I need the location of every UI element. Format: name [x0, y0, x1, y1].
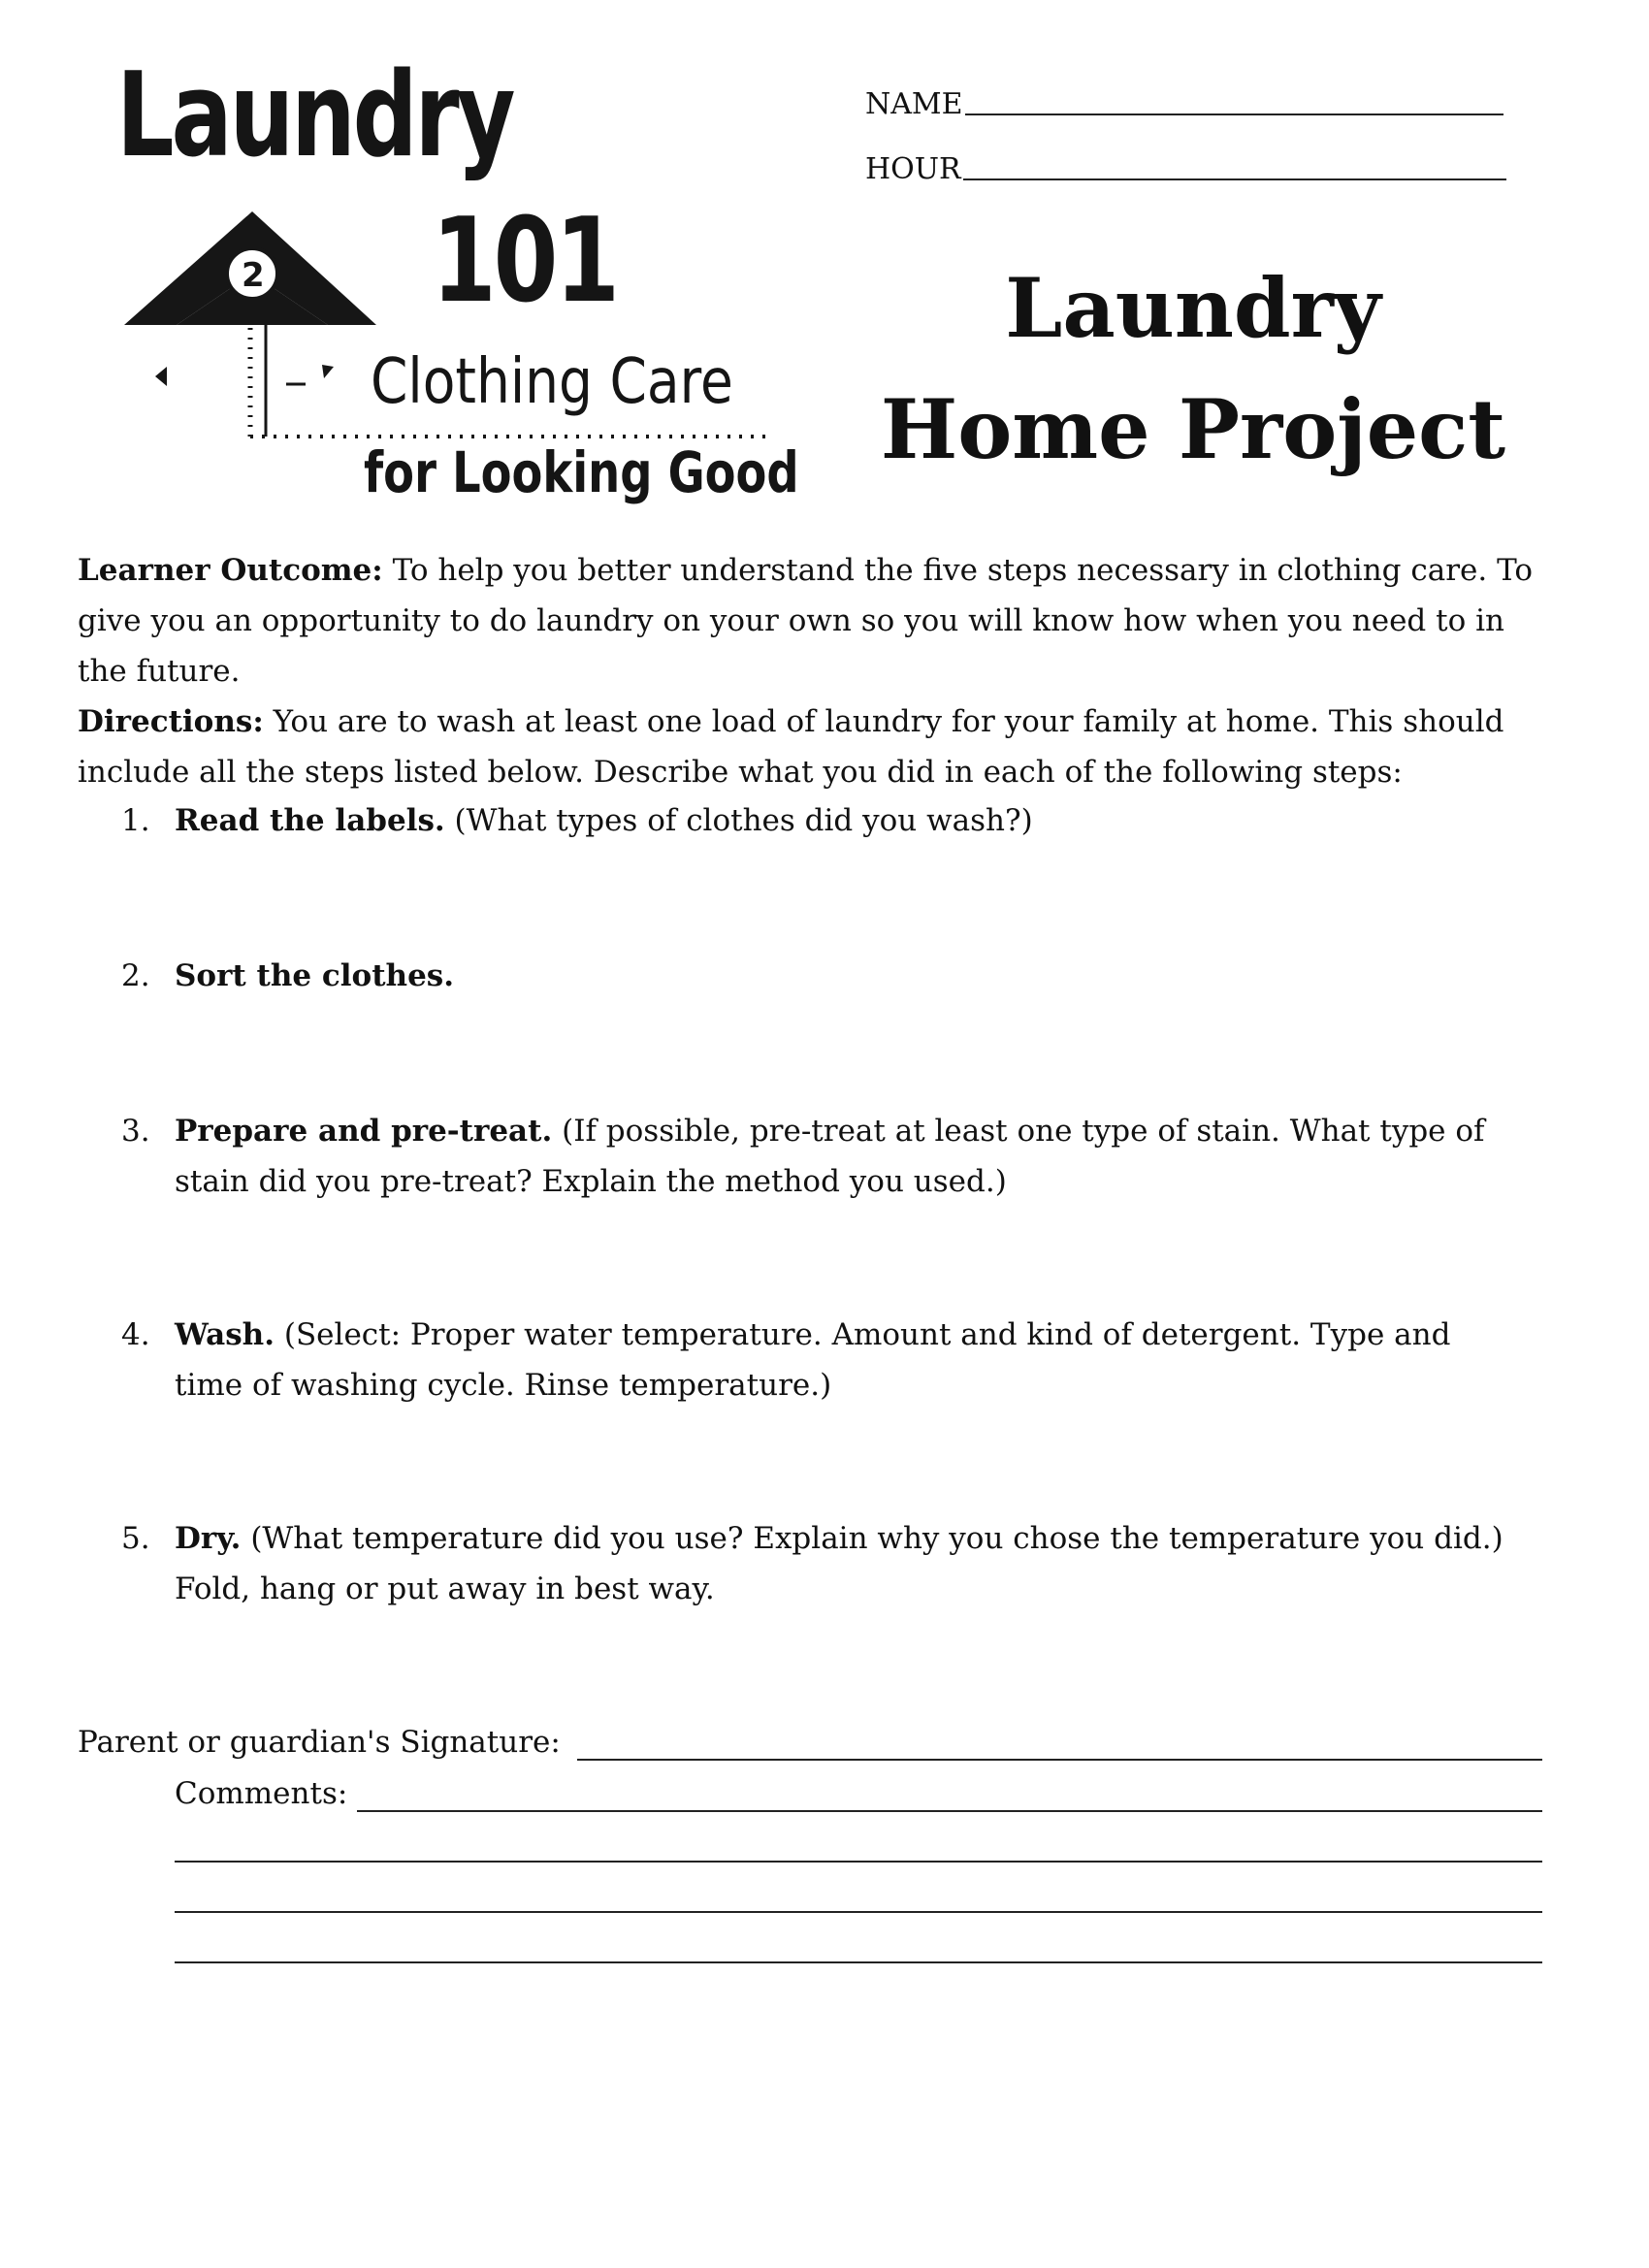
learner-outcome	[78, 545, 1552, 697]
comments-line-1[interactable]	[357, 1810, 1542, 1812]
comments-line-3[interactable]	[175, 1911, 1542, 1913]
step-number: 3.	[121, 1114, 150, 1149]
directions-label: Directions:	[78, 704, 264, 739]
name-field[interactable]	[865, 87, 1504, 121]
step-heading: Wash.	[175, 1317, 275, 1352]
learner-outcome-text: To help you better understand the five steps necessary in clothing care. To give you an opportunity to do laundry on your own so you will know how when you need to in the future.	[78, 553, 1534, 689]
step-number: 2.	[121, 958, 150, 993]
step-heading: Prepare and pre-treat.	[175, 1114, 553, 1149]
step-number: 5.	[121, 1521, 150, 1556]
svg-text:2: 2	[242, 256, 265, 295]
hour-label: HOUR	[865, 152, 961, 186]
page-title-line-1: Laundry	[1005, 260, 1381, 356]
step-text: (What types of clothes did you wash?)	[444, 803, 1033, 838]
step-text: (Select: Proper water temperature. Amount and kind of detergent. Type and time of washing cycle. Rinse temperature.)	[175, 1317, 1451, 1403]
instructions	[78, 545, 1552, 797]
directions-text: You are to wash at least one load of laundry for your family at home. This should include all the steps listed below. Describe what you did in each of the following steps:	[78, 704, 1504, 790]
comments-label: Comments:	[175, 1776, 348, 1811]
comments-line-2[interactable]	[175, 1861, 1542, 1863]
signature-label: Parent or guardian's Signature:	[78, 1725, 561, 1760]
step-heading: Read the labels.	[175, 803, 445, 838]
logo-title: Laundry	[116, 49, 513, 183]
page-title-line-2: Home Project	[880, 381, 1506, 477]
logo-tagline: for Looking Good	[364, 439, 799, 505]
step-number: 1.	[121, 803, 150, 838]
step-heading: Sort the clothes.	[175, 958, 455, 993]
name-label: NAME	[865, 87, 963, 121]
learner-outcome-label: Learner Outcome:	[78, 553, 383, 588]
logo-subtitle: Clothing Care	[371, 346, 733, 418]
hour-field[interactable]	[865, 152, 1506, 186]
step-text: (What temperature did you use? Explain why you chose the temperature you did.) Fold, hang or put away in best way.	[175, 1521, 1504, 1606]
page-title	[854, 247, 1533, 490]
name-input-line[interactable]	[965, 113, 1504, 115]
laundry-101-logo	[116, 49, 799, 514]
directions	[78, 697, 1552, 797]
step-text: (If possible, pre-treat at least one type of stain. What type of stain did you pre-treat? Explain the method you used.)	[175, 1114, 1485, 1199]
hour-input-line[interactable]	[963, 178, 1506, 180]
signature-line[interactable]	[577, 1759, 1542, 1761]
logo-number: 101	[432, 194, 617, 329]
step-number: 4.	[121, 1317, 150, 1352]
step-heading: Dry.	[175, 1521, 242, 1556]
comments-line-4[interactable]	[175, 1961, 1542, 1963]
